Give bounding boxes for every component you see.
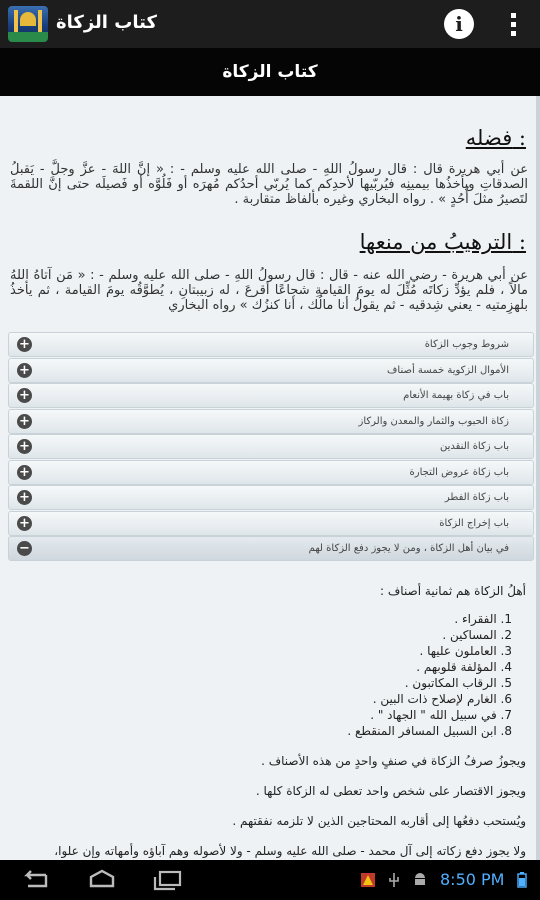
- detail-list-item: 4. المؤلفة قلوبهم .: [416, 660, 512, 674]
- app-title: كتاب الزكاة: [56, 12, 157, 33]
- detail-intro: أهلُ الزكاة هم ثمانية أصناف :: [379, 584, 526, 598]
- overflow-menu-icon[interactable]: [505, 10, 521, 38]
- expand-icon: +: [17, 363, 32, 378]
- section-heading-virtue: فضله :: [465, 126, 526, 150]
- expand-icon: +: [17, 490, 32, 505]
- expand-icon: +: [17, 414, 32, 429]
- accordion-row[interactable]: [8, 332, 534, 357]
- accordion-label: باب زكاة الفطر: [444, 492, 509, 503]
- detail-list-item: 5. الرقاب المكاتبون .: [404, 676, 512, 690]
- system-navigation-bar: [0, 860, 540, 900]
- collapse-icon: −: [17, 541, 32, 556]
- content-area[interactable]: [0, 96, 540, 860]
- detail-paragraph: ويُستحب دفعُها إلى أقاربه المحتاجين الذين لا تلزمه نفقتهم .: [232, 814, 526, 828]
- expand-icon: +: [17, 439, 32, 454]
- detail-list-item: 7. في سبيل الله " الجهاد " .: [370, 708, 512, 722]
- accordion-row[interactable]: [8, 409, 534, 434]
- detail-list-item: 2. المساكين .: [442, 628, 512, 642]
- detail-paragraph: ويجوزُ صرفُ الزكاة في صنفٍ واحدٍ من هذه الأصناف .: [261, 754, 526, 768]
- accordion-label: في بيان أهل الزكاة ، ومن لا يجوز دفع الزكاة لهم: [308, 543, 509, 554]
- section-paragraph-virtue: عن أبي هريرة قال : قال رسولُ اللهِ - صلى الله عليه وسلم - : « إنَّ اللهَ - عزَّ وجلَّ - يَقبلُ الصدقاتِ ويأخذُها بيمينِه فيُربّيها لأحدِكم كما يُربّي أحدُكم مُهرَه أو فَلُوَّه أو فَصيلَه حتى إنَّ اللقمةَ لتَصيرُ مثلَ أُحُدٍ » . رواه البخاري وغيره بألفاظ متقاربة .: [10, 162, 528, 207]
- accordion-row[interactable]: [8, 358, 534, 383]
- android-icon: [412, 872, 428, 888]
- expand-icon: +: [17, 337, 32, 352]
- notification-app-icon: [360, 872, 376, 888]
- scrollbar[interactable]: [536, 96, 540, 860]
- status-clock: 8:50 PM: [440, 870, 505, 889]
- accordion-row[interactable]: [8, 511, 534, 536]
- battery-icon: [514, 872, 530, 888]
- accordion-row[interactable]: [8, 460, 534, 485]
- back-icon[interactable]: [18, 868, 50, 892]
- home-icon[interactable]: [86, 868, 118, 892]
- section-paragraph-warning: عن أبي هريرة - رضي الله عنه - قال : قال رسولُ اللهِ - صلى الله عليه وسلم - : « مَن آتاهُ اللهُ مالاً ، فلم يؤدِّ زكاتَه مُثِّلَ له يومَ القيامةِ شجاعًا أقرعَ ، له زبيبتانِ ، يُطوَّقُه يومَ القيامة ، ثم يأخذُ بلهزِمتيه - يعني شِدقيه - ثم يقولُ أنا مالُك ، أنا كنزُك » رواه البخاري: [10, 268, 528, 313]
- info-icon[interactable]: i: [444, 9, 474, 39]
- detail-list-item: 1. الفقراء .: [454, 612, 512, 626]
- page-title: كتاب الزكاة: [0, 48, 540, 96]
- recent-apps-icon[interactable]: [150, 868, 184, 892]
- expand-icon: +: [17, 465, 32, 480]
- expand-icon: +: [17, 516, 32, 531]
- detail-list-item: 8. ابن السبيل المسافر المنقطع .: [347, 724, 512, 738]
- accordion-label: باب إخراج الزكاة: [439, 517, 509, 529]
- action-bar: [0, 0, 540, 48]
- expand-icon: +: [17, 388, 32, 403]
- accordion-row[interactable]: [8, 383, 534, 408]
- accordion-row[interactable]: [8, 434, 534, 459]
- accordion-label: باب زكاة عروض التجارة: [409, 466, 509, 478]
- detail-list-item: 6. الغارم لإصلاح ذات البين .: [372, 692, 512, 706]
- accordion-label: باب زكاة النقدين: [439, 441, 509, 452]
- detail-paragraph: ولا يجوز دفع زكاته إلى آل محمد - صلى الله عليه وسلم - ولا لأصوله وهم آباؤه وأمهاته وإن علوا،: [54, 844, 526, 858]
- app-logo-icon[interactable]: [8, 6, 48, 42]
- accordion-label: زكاة الحبوب والثمار والمعدن والركاز: [358, 415, 509, 427]
- accordion-label: باب في زكاة بهيمة الأنعام: [403, 390, 509, 401]
- topic-accordion: [8, 332, 534, 562]
- accordion-row-expanded[interactable]: [8, 536, 534, 561]
- usb-icon: [386, 872, 402, 888]
- accordion-label: الأموال الزكوية خمسة أصناف: [387, 364, 509, 376]
- accordion-label: شروط وجوب الزكاة: [424, 339, 509, 350]
- accordion-row[interactable]: [8, 485, 534, 510]
- section-heading-warning: الترهيبُ من منعها :: [359, 230, 526, 254]
- detail-list-item: 3. العاملون عليها .: [419, 644, 512, 658]
- detail-paragraph: ويجوز الاقتصار على شخص واحد تعطى له الزكاة كلها .: [255, 784, 526, 798]
